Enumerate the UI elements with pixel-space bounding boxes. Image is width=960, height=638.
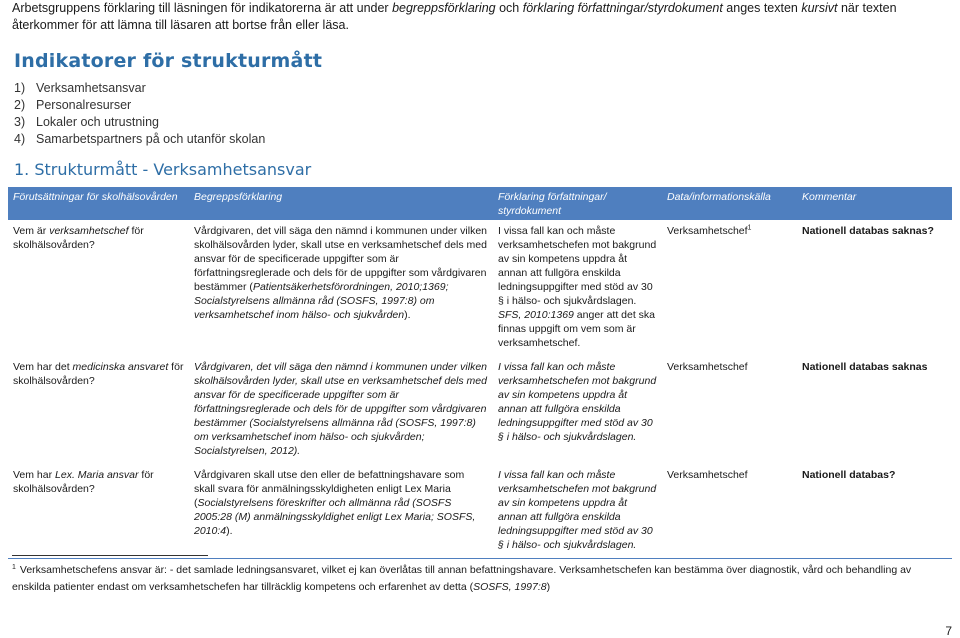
intro-italic-term: kursivt <box>801 1 838 15</box>
cell-question <box>8 356 189 464</box>
intro-italic-term: förklaring författningar/styrdokument <box>522 1 723 15</box>
indicator-number: 3) <box>14 115 26 129</box>
cell-text: Vårdgivaren skall utse den eller de befattningshavare som skall svara för anmälningsskyldigheten enligt Lex Maria ( <box>194 469 465 509</box>
footnote-text: ) <box>546 581 551 593</box>
cell-text: för skolhälsovården? <box>13 361 184 387</box>
cell-text: Vem har <box>13 469 56 481</box>
indicator-item <box>14 131 265 148</box>
cell-italic: Lex. Maria ansvar <box>55 469 139 481</box>
intro-text: när texten återkommer för att lämna till läsaren att bortse från eller läsa. <box>12 1 897 32</box>
indicator-number: 4) <box>14 132 26 146</box>
cell-comment: Nationell databas saknas <box>797 356 952 464</box>
cell-text: för skolhälsovården? <box>13 469 154 495</box>
cell-question <box>8 464 189 559</box>
cell-italic: SFS, 2010:1369 <box>498 309 574 321</box>
indicator-list <box>14 80 265 148</box>
indicator-label: Samarbetspartners på och utanför skolan <box>36 132 266 146</box>
cell-concept <box>189 220 493 356</box>
cell-regulation <box>493 220 662 356</box>
indicator-number: 2) <box>14 98 26 112</box>
main-heading: Indikatorer för strukturmått <box>14 50 323 72</box>
cell-data-source: Verksamhetschef <box>662 356 797 464</box>
page-number: 7 <box>945 624 952 638</box>
table-row <box>8 220 952 356</box>
indicator-label: Lokaler och utrustning <box>36 115 159 129</box>
indicator-item <box>14 114 265 131</box>
intro-text: anges texten <box>722 1 802 15</box>
footnote <box>12 562 942 596</box>
header-regulation-explanation: Förklaring författningar/ styrdokument <box>493 187 662 220</box>
cell-text: ). <box>226 525 233 537</box>
footnote-reference[interactable]: 1 <box>747 224 752 232</box>
table-row <box>8 356 952 464</box>
cell-italic: Patientsäkerhetsförordningen, 2010;1369; Socialstyrelsens allmänna råd (SOSFS, 1997:8) om verksamhetschef inom hälso- och sjukvården <box>194 281 449 321</box>
cell-italic: Socialstyrelsens föreskrifter och allmänna råd (SOSFS 2005:28 (M) anmälningsskyldighet enligt Lex Maria; SOSFS, 2010:4 <box>194 497 476 537</box>
cell-data-source: Verksamhetschef <box>662 464 797 559</box>
footnote-separator <box>12 555 208 556</box>
indicator-label: Personalresurser <box>36 98 132 112</box>
cell-concept <box>189 464 493 559</box>
indicator-table <box>8 187 952 559</box>
table-row <box>8 464 952 559</box>
cell-text: ). <box>404 309 411 321</box>
cell-comment: Nationell databas? <box>797 464 952 559</box>
cell-text: I vissa fall kan och måste verksamhetschefen mot bakgrund av sin kompetens uppdra åt annan att fullgöra enskilda ledningsuppgifter med stöd av 30 § i hälso- och sjukvårdslagen. <box>498 225 657 307</box>
cell-text: Vem har det <box>13 361 73 373</box>
header-prerequisites: Förutsättningar för skolhälsovården <box>8 187 189 220</box>
cell-text: Vårdgivaren, det vill säga den nämnd i kommunen under vilken skolhälsovården lyder, skall utse en verksamhetschef dels med ansvar för de specificerade uppgifter som är författningsreglerade och dels för de uppgifter som vårdgivaren bestämmer ( <box>194 225 488 293</box>
indicator-number: 1) <box>14 81 26 95</box>
cell-italic: medicinska ansvaret <box>72 361 169 373</box>
cell-comment: Nationell databas saknas? <box>797 220 952 356</box>
section-heading: 1. Strukturmått - Verksamhetsansvar <box>14 160 312 179</box>
cell-regulation: I vissa fall kan och måste verksamhetschefen mot bakgrund av sin kompetens uppdra åt annan att fullgöra enskilda ledningsuppgifter med stöd av 30 § i hälso- och sjukvårdslagen. <box>493 464 662 559</box>
header-data-source: Data/informationskälla <box>662 187 797 220</box>
header-concept-explanation: Begreppsförklaring <box>189 187 493 220</box>
indicator-item <box>14 80 265 97</box>
cell-text: för skolhälsovården? <box>13 225 144 251</box>
cell-question <box>8 220 189 356</box>
intro-text: Arbetsgruppens förklaring till läsningen för indikatorerna är att under <box>12 1 393 15</box>
header-comment: Kommentar <box>797 187 952 220</box>
table-header-row <box>8 187 952 220</box>
cell-text: Vem är <box>13 225 50 237</box>
footnote-text: Verksamhetschefens ansvar är: - det samlade ledningsansvaret, vilket ej kan överlåtas till annan befattningshavare. Verksamhetschefen kan bestämma över diagnostik, vård och behandling av enskilda patienter endast om verksamhetschefen har tillräcklig kompetens och erfarenhet av detta ( <box>12 564 912 593</box>
intro-paragraph <box>12 0 952 34</box>
footnote-italic: SOSFS, 1997:8 <box>473 581 547 593</box>
cell-concept: Vårdgivaren, det vill säga den nämnd i kommunen under vilken skolhälsovården lyder, skall utse en verksamhetschef dels med ansvar för de specificerade uppgifter som är författningsreglerade och dels för de uppgifter som vårdgivaren bestämmer (Socialstyrelsens allmänna råd (SOSFS, 1997:8) om verksamhetschef inom hälso- och sjukvården; Socialstyrelsen, 2012). <box>189 356 493 464</box>
indicator-label: Verksamhetsansvar <box>36 81 146 95</box>
footnote-mark: 1 <box>12 563 16 571</box>
intro-italic-term: begreppsförklaring <box>392 1 496 15</box>
indicator-item <box>14 97 265 114</box>
cell-text: anger att det ska finnas uppgift om vem som är verksamhetschef. <box>498 309 656 349</box>
intro-text: och <box>495 1 523 15</box>
cell-data-source <box>662 220 797 356</box>
cell-text: Verksamhetschef <box>667 225 748 237</box>
cell-italic: verksamhetschef <box>49 225 129 237</box>
cell-regulation: I vissa fall kan och måste verksamhetschefen mot bakgrund av sin kompetens uppdra åt annan att fullgöra enskilda ledningsuppgifter med stöd av 30 § i hälso- och sjukvårdslagen. <box>493 356 662 464</box>
